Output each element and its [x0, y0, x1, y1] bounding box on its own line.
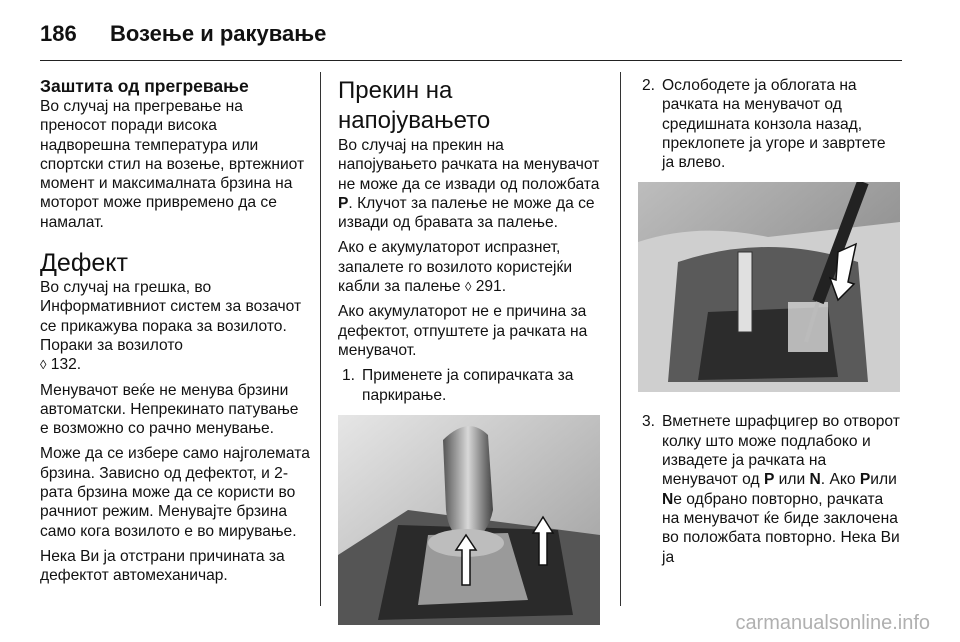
paragraph-fault-3: Може да се избере само најголемата брзина. Зависно од дефектот, и 2-рата брзина може да се користи во рачниот режим. Менувајте брзина само кога возилото е во мирување.	[40, 445, 310, 540]
paragraph-power-3: Ако акумулаторот не е причина за дефектот, отпуштете ја рачката на менувачот.	[338, 303, 588, 359]
paragraph-fault-4: Нека Ви ја отстрани причината за дефектот автомеханичар.	[40, 547, 285, 585]
header-rule	[40, 60, 902, 61]
steps-list-2	[638, 76, 900, 172]
steps-list-3	[638, 412, 900, 566]
step-3: 3. Вметнете шрафцигер во отворот колку што може подлабоко и извадете ја рачката на менувачот од P или N. Ако Pили Nе одбрано повторно, рачката на менувачот ќе биде заклочена во положбата повторно. Нека Ви ја	[642, 413, 900, 566]
screwdriver-illustration	[638, 182, 900, 392]
paragraph-power-1: Во случај на прекин на напојувањето рачката на менувачот не може да се извади од положбата P. Клучот за палење не може да се извади од бравата за палење.	[338, 137, 600, 232]
watermark: carmanualsonline.info	[735, 612, 930, 634]
page-ref-132[interactable]: 132.	[50, 356, 82, 374]
page-ref-icon: ◊	[40, 357, 47, 373]
paragraph-overheat: Во случај на прегревање на преносот поради висока надворешна температура или спортски стил на возење, вртежниот момент и максималната брзина на моторот може привремено да се намалат.	[40, 98, 305, 231]
chapter-title: Возење и ракување	[110, 21, 327, 46]
paragraph-fault-1: Во случај на грешка, во Информативниот систем за возачот се прикажува порака за возилото. Пораки за возилото ◊ 132.	[40, 279, 302, 374]
heading-fault: Дефект	[40, 249, 128, 278]
column-3	[638, 76, 900, 573]
paragraph-fault-2: Менувачот веќе не менува брзини автоматски. Непрекинато патување е возможно со рачно менување.	[40, 381, 299, 438]
gear-p-label: P	[338, 194, 349, 212]
page-ref-icon-2: ◊	[464, 279, 472, 295]
gear-lever-illustration	[338, 415, 600, 625]
column-divider-1	[320, 72, 321, 606]
column-1	[40, 76, 310, 592]
column-2	[338, 76, 604, 625]
heading-power-interruption: Прекин на напојувањето	[338, 77, 491, 134]
heading-overheat-protection: Заштита од прегревање	[40, 76, 249, 96]
paragraph-power-2: Ако е акумулаторот испразнет, запалете го возилото користејќи кабли за палење ◊ 291.	[338, 239, 573, 296]
page-number: 186	[40, 21, 77, 46]
step-1: 1. Применете ја сопирачката за паркирање.	[342, 367, 574, 404]
page-header	[40, 14, 326, 54]
column-divider-2	[620, 72, 621, 606]
steps-list-1	[338, 366, 604, 405]
step-2: 2. Ослободете ја облогата на рачката на менувачот од средишната конзола назад, преклопете ја угоре и завртете ја влево.	[642, 77, 886, 172]
screwdriver-photo-icon	[638, 182, 900, 392]
page-ref-291[interactable]: 291.	[471, 278, 507, 296]
gear-lever-photo-icon	[338, 415, 600, 625]
